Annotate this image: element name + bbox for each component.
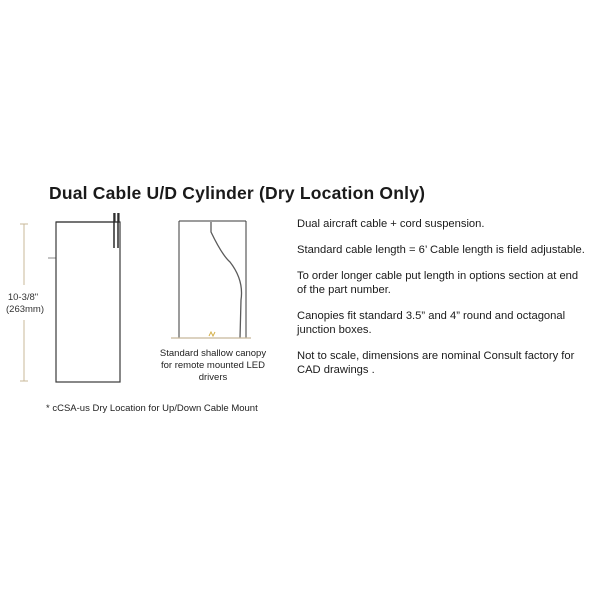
- description-canopy-fit: Canopies fit standard 3.5” and 4” round and octagonal junction boxes.: [297, 310, 566, 336]
- cylinder-fixture-front: [48, 213, 120, 382]
- height-metric: (263mm): [6, 304, 45, 315]
- canopy-caption-line1: Standard shallow canopy: [159, 348, 267, 359]
- description-block: [297, 217, 587, 389]
- description-scale-note: Not to scale, dimensions are nominal Consult factory for CAD drawings .: [297, 350, 575, 376]
- product-title: Dual Cable U/D Cylinder (Dry Location Only): [49, 183, 426, 203]
- height-dimension-label: [6, 292, 45, 316]
- description-suspension: Dual aircraft cable + cord suspension.: [297, 218, 485, 230]
- height-imperial: 10-3/8": [7, 292, 39, 303]
- canopy-cable-diagram: [171, 221, 251, 338]
- certification-note: * cCSA-us Dry Location for Up/Down Cable Mount: [46, 403, 258, 414]
- canopy-caption: [148, 348, 278, 384]
- description-longer-cable: To order longer cable put length in options section at end of the part number.: [297, 270, 579, 296]
- description-cable-length: Standard cable length = 6’ Cable length is field adjustable.: [297, 244, 585, 256]
- canopy-caption-line2: for remote mounted LED drivers: [160, 360, 266, 383]
